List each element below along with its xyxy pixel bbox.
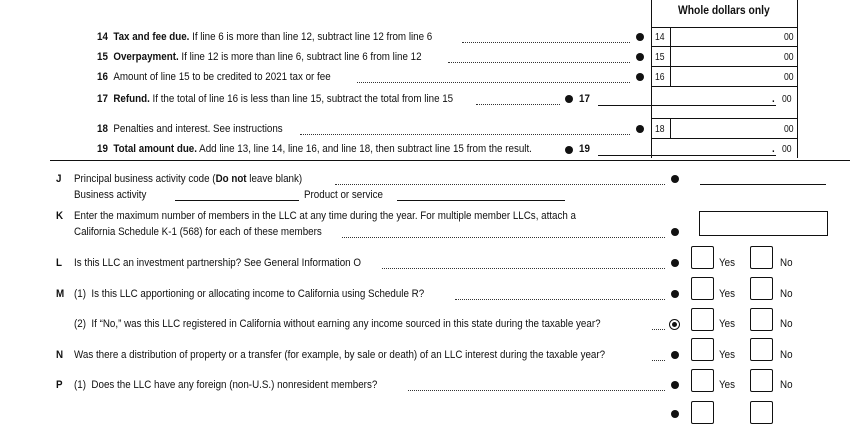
section-divider: [50, 160, 850, 161]
bullet-icon: [671, 290, 679, 298]
question-m2-yes-checkbox[interactable]: [691, 308, 714, 331]
line-14-cents: 00: [784, 32, 794, 43]
bullet-icon: [565, 95, 573, 103]
yes-label: Yes: [719, 257, 735, 269]
question-p-letter: P: [56, 379, 63, 391]
question-m1-sub: (1): [74, 288, 86, 300]
line-19-title: Total amount due.: [113, 143, 197, 155]
line-16-amount-input[interactable]: [671, 67, 781, 85]
yes-label: Yes: [719, 349, 735, 361]
question-l-no-checkbox[interactable]: [750, 246, 773, 269]
line-14-label: [97, 31, 432, 44]
question-j-text-pre: Principal business activity code (: [74, 173, 216, 185]
no-label: No: [780, 349, 793, 361]
line-19-label: [97, 143, 532, 156]
bullet-icon: [671, 228, 679, 236]
line-16-label: [97, 71, 331, 84]
line-14-amount-input[interactable]: [671, 28, 781, 46]
yes-label: Yes: [719, 379, 735, 391]
line-18-text: Penalties and interest. See instructions: [113, 123, 283, 135]
leader-dots: [357, 82, 630, 83]
product-service-field[interactable]: [397, 200, 565, 201]
question-m2-no-checkbox[interactable]: [750, 308, 773, 331]
line-16-number: 16: [97, 71, 108, 83]
leader-dots: [652, 360, 665, 361]
question-m1-yes-checkbox[interactable]: [691, 277, 714, 300]
question-m2-text: If “No,” was this LLC registered in California without earning any income sourced in this state during the taxable year?: [91, 318, 601, 330]
question-l-text: Is this LLC an investment partnership? See General Information O: [74, 257, 361, 269]
line-16-cents: 00: [784, 72, 794, 83]
line-17-number: 17: [97, 93, 108, 105]
question-j-text: [74, 173, 302, 186]
question-j-text-post: leave blank): [246, 173, 303, 185]
question-j-letter: J: [56, 173, 62, 185]
line-17-cents: 00: [782, 94, 792, 105]
leader-dots: [462, 42, 630, 43]
question-p1-text: Does the LLC have any foreign (non-U.S.) nonresident members?: [91, 379, 378, 391]
row-rule: [651, 138, 798, 139]
line-18-number: 18: [97, 123, 108, 135]
bullet-circle-icon: [669, 319, 680, 330]
question-m1-no-checkbox[interactable]: [750, 277, 773, 300]
bullet-icon: [636, 73, 644, 81]
question-p1-yes-checkbox[interactable]: [691, 369, 714, 392]
line-17-amount-field[interactable]: [598, 105, 776, 106]
row-rule: [651, 86, 798, 87]
bullet-icon: [636, 33, 644, 41]
line-14-box-number: 14: [655, 32, 665, 43]
line-19-number: 19: [97, 143, 108, 155]
leader-dots: [335, 184, 665, 185]
business-code-field[interactable]: [700, 184, 826, 185]
line-17-label: [97, 93, 453, 106]
line-19-cents: 00: [782, 144, 792, 155]
no-label: No: [780, 379, 793, 391]
business-activity-label: Business activity: [74, 189, 147, 201]
question-p1-no-checkbox[interactable]: [750, 369, 773, 392]
leader-dots: [342, 237, 665, 238]
line-15-number: 15: [97, 51, 108, 63]
question-n-no-checkbox[interactable]: [750, 338, 773, 361]
amount-column-right-border: [797, 0, 798, 158]
question-l-letter: L: [56, 257, 62, 269]
line-14-title: Tax and fee due.: [113, 31, 190, 43]
line-17-title: Refund.: [113, 93, 150, 105]
question-p1-label: [74, 379, 377, 392]
bullet-icon: [671, 351, 679, 359]
leader-dots: [476, 104, 560, 105]
question-m2-label: [74, 318, 601, 331]
line-16-box-number: 16: [655, 72, 665, 83]
bullet-icon: [671, 381, 679, 389]
question-n-text: Was there a distribution of property or a transfer (for example, by sale or death) of an LLC interest during the taxable year?: [74, 349, 606, 361]
question-m-letter: M: [56, 288, 65, 300]
line-15-box-number: 15: [655, 52, 665, 63]
decimal-point: .: [772, 93, 775, 105]
line-15-title: Overpayment.: [113, 51, 179, 63]
product-service-label: Product or service: [304, 189, 383, 201]
line-14-number: 14: [97, 31, 108, 43]
bullet-icon: [671, 410, 679, 418]
line-17-reference: 17: [579, 93, 590, 105]
line-16-text: Amount of line 15 to be credited to 2021 tax or fee: [113, 71, 331, 83]
question-n-letter: N: [56, 349, 64, 361]
line-18-amount-input[interactable]: [671, 119, 781, 137]
business-activity-field[interactable]: [175, 200, 299, 201]
line-15-text: If line 12 is more than line 6, subtract line 6 from line 12: [181, 51, 422, 63]
line-15-label: [97, 51, 422, 64]
member-count-input[interactable]: [699, 211, 828, 236]
question-p1-sub: (1): [74, 379, 86, 391]
question-j-text-bold: Do not: [215, 173, 247, 185]
question-k-letter: K: [56, 210, 64, 222]
line-19-amount-field[interactable]: [598, 155, 776, 156]
question-l-yes-checkbox[interactable]: [691, 246, 714, 269]
question-m1-label: [74, 288, 424, 301]
bullet-icon: [636, 53, 644, 61]
leader-dots: [382, 268, 665, 269]
no-label: No: [780, 288, 793, 300]
question-k-line1: Enter the maximum number of members in the LLC at any time during the year. For multiple member LLCs, attach a: [74, 210, 576, 222]
leader-dots: [652, 329, 665, 330]
question-m2-sub: (2): [74, 318, 86, 330]
leader-dots: [300, 134, 630, 135]
no-label: No: [780, 318, 793, 330]
bullet-icon: [671, 259, 679, 267]
no-label: No: [780, 257, 793, 269]
bullet-icon: [565, 146, 573, 154]
line-15-cents: 00: [784, 52, 794, 63]
line-14-text: If line 6 is more than line 12, subtract line 12 from line 6: [192, 31, 433, 43]
bullet-icon: [636, 125, 644, 133]
line-18-box-number: 18: [655, 124, 665, 135]
question-n-yes-checkbox[interactable]: [691, 338, 714, 361]
leader-dots: [408, 390, 665, 391]
whole-dollars-header: Whole dollars only: [678, 3, 770, 17]
leader-dots: [455, 299, 665, 300]
question-k-line2: California Schedule K-1 (568) for each of these members: [74, 226, 322, 238]
amount-column-left-border: [651, 0, 652, 158]
line-18-cents: 00: [784, 124, 794, 135]
leader-dots: [448, 62, 630, 63]
line-18-label: [97, 123, 283, 136]
yes-label: Yes: [719, 288, 735, 300]
question-m1-text: Is this LLC apportioning or allocating income to California using Schedule R?: [91, 288, 425, 300]
yes-label: Yes: [719, 318, 735, 330]
line-17-text: If the total of line 16 is less than line 15, subtract the total from line 15: [152, 93, 454, 105]
line-19-reference: 19: [579, 143, 590, 155]
decimal-point: .: [772, 143, 775, 155]
line-19-text: Add line 13, line 14, line 16, and line 18, then subtract line 15 from the result.: [199, 143, 532, 155]
line-15-amount-input[interactable]: [671, 47, 781, 65]
bullet-icon: [671, 175, 679, 183]
